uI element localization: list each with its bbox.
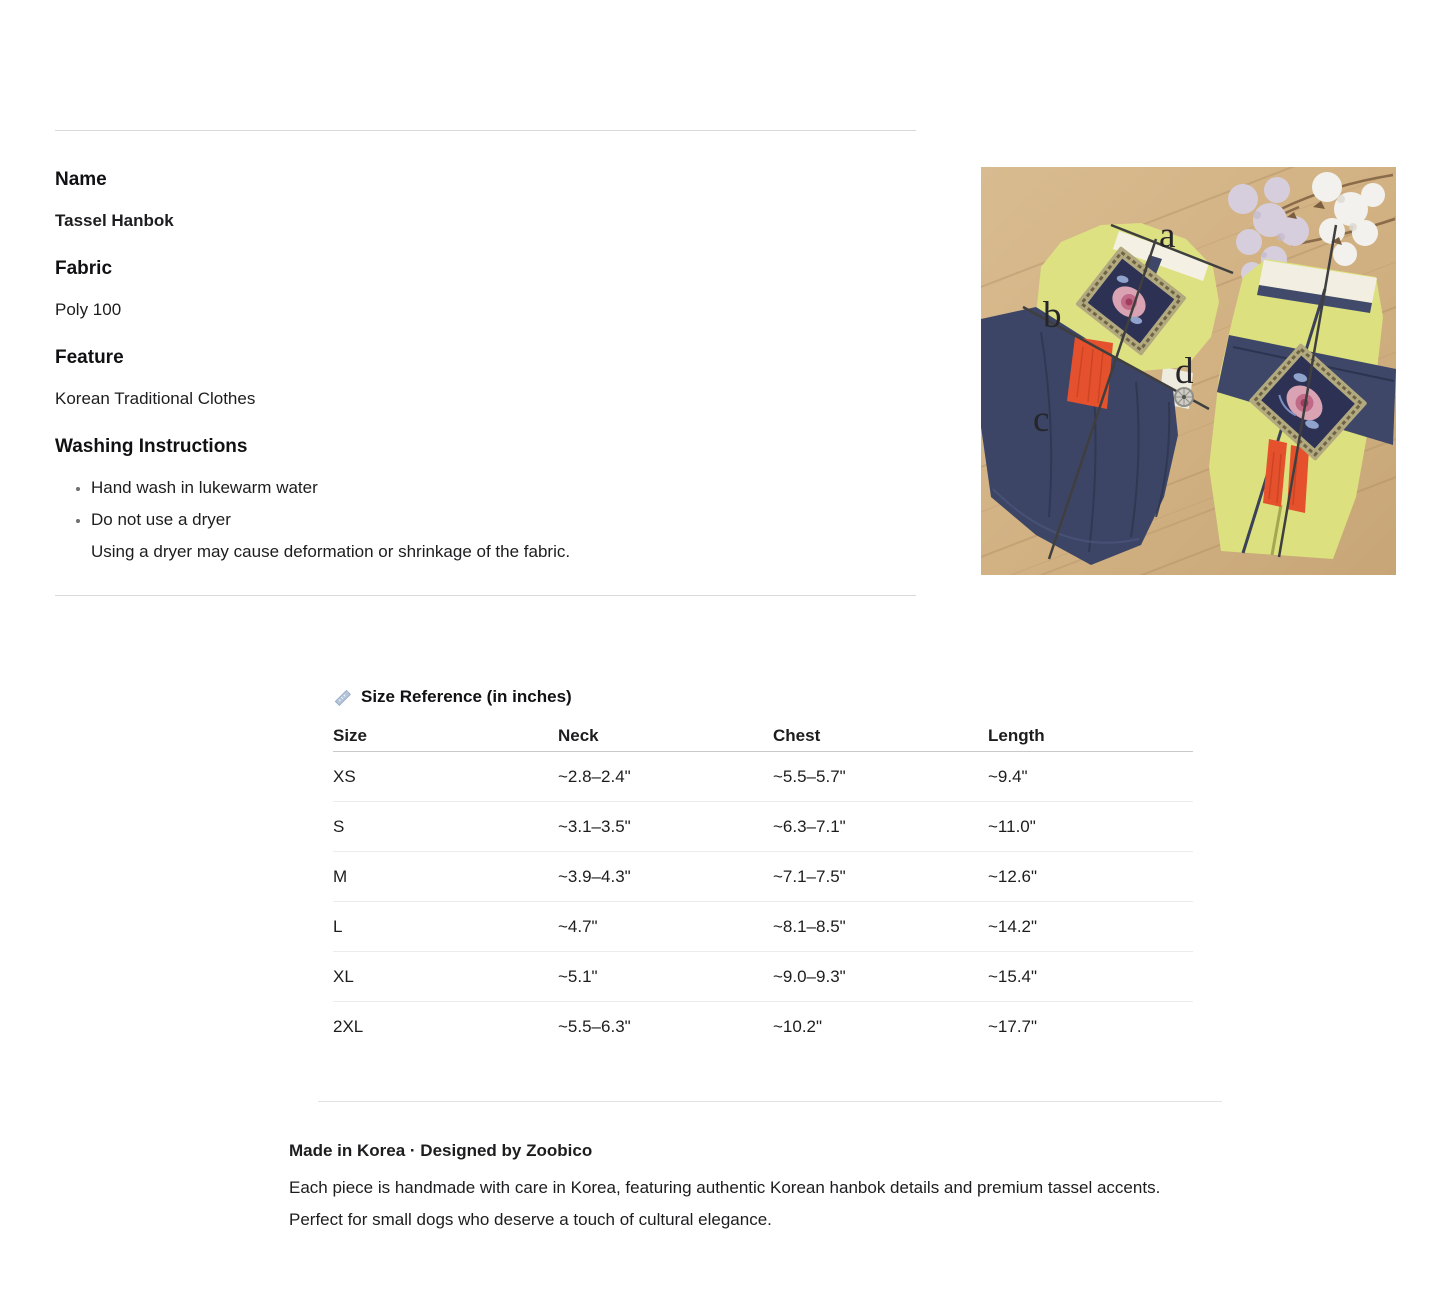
table-cell-neck: ~3.9–4.3" — [558, 866, 631, 886]
table-cell-length: ~9.4" — [988, 766, 1028, 786]
table-cell-length: ~15.4" — [988, 966, 1038, 986]
table-cell-chest: ~5.5–5.7" — [773, 766, 846, 786]
product-photo — [981, 167, 1396, 575]
washing-list — [55, 476, 935, 532]
table-cell-size: XL — [333, 966, 354, 986]
footer-tagline: Perfect for small dogs who deserve a touch of cultural elegance. — [289, 1209, 772, 1229]
washing-item: • Do not use a dryer — [91, 508, 935, 532]
table-cell-size: L — [333, 916, 343, 936]
feature-label: Feature — [55, 347, 124, 368]
table-cell-chest: ~9.0–9.3" — [773, 966, 846, 986]
size-reference-title — [333, 686, 1193, 708]
table-row — [333, 952, 1193, 1002]
washing-item: • Hand wash in lukewarm water — [91, 476, 935, 500]
table-cell-neck: ~2.8–2.4" — [558, 766, 631, 786]
washing-note: Using a dryer may cause deformation or shrinkage of the fabric. — [91, 542, 571, 561]
table-cell-size: M — [333, 866, 348, 886]
table-cell-neck: ~5.1" — [558, 966, 598, 986]
ruler-icon — [333, 688, 352, 707]
annotation-c: c — [1033, 399, 1050, 440]
product-photo-illustration — [981, 167, 1396, 575]
annotation-b: b — [1043, 295, 1062, 336]
table-cell-chest: ~10.2" — [773, 1017, 823, 1036]
table-cell-chest: ~7.1–7.5" — [773, 866, 846, 886]
table-cell-length: ~17.7" — [988, 1017, 1038, 1036]
size-reference-title-text: Size Reference (in inches) — [361, 687, 572, 706]
column-header-length: Length — [988, 726, 1045, 745]
table-cell-chest: ~8.1–8.5" — [773, 916, 846, 936]
product-info-section — [55, 168, 935, 564]
column-header-neck: Neck — [558, 726, 599, 745]
size-reference-section — [333, 686, 1193, 1052]
fabric-label: Fabric — [55, 258, 113, 279]
table-cell-length: ~14.2" — [988, 916, 1038, 936]
table-cell-size: 2XL — [333, 1017, 364, 1036]
mid-divider — [55, 595, 916, 596]
annotation-a: a — [1159, 215, 1176, 256]
name-value: Tassel Hanbok — [55, 211, 174, 230]
feature-value: Korean Traditional Clothes — [55, 389, 256, 408]
table-row — [333, 1002, 1193, 1052]
table-cell-chest: ~6.3–7.1" — [773, 816, 846, 836]
table-cell-length: ~11.0" — [988, 816, 1036, 836]
washing-label: Washing Instructions — [55, 436, 248, 457]
table-cell-neck: ~4.7" — [558, 916, 598, 936]
column-header-chest: Chest — [773, 726, 821, 745]
name-label: Name — [55, 169, 107, 190]
table-row — [333, 902, 1193, 952]
top-divider — [55, 130, 916, 131]
footer-notes — [289, 1139, 1161, 1235]
table-cell-neck: ~3.1–3.5" — [558, 816, 631, 836]
made-in-line: Made in Korea · Designed by Zoobico — [289, 1141, 593, 1160]
table-row — [333, 752, 1193, 802]
footer-description: Each piece is handmade with care in Korea, featuring authentic Korean hanbok details and premium tassel accents. — [289, 1178, 1161, 1197]
annotation-d: d — [1175, 351, 1194, 392]
table-cell-neck: ~5.5–6.3" — [558, 1017, 631, 1036]
table-cell-length: ~12.6" — [988, 866, 1038, 886]
table-row — [333, 802, 1193, 852]
table-bottom-divider — [318, 1101, 1222, 1102]
size-table-header — [333, 726, 1193, 752]
fabric-value: Poly 100 — [55, 300, 122, 319]
size-table — [333, 726, 1193, 1052]
table-cell-size: XS — [333, 766, 356, 786]
column-header-size: Size — [333, 726, 368, 745]
table-cell-size: S — [333, 816, 345, 836]
table-row — [333, 852, 1193, 902]
